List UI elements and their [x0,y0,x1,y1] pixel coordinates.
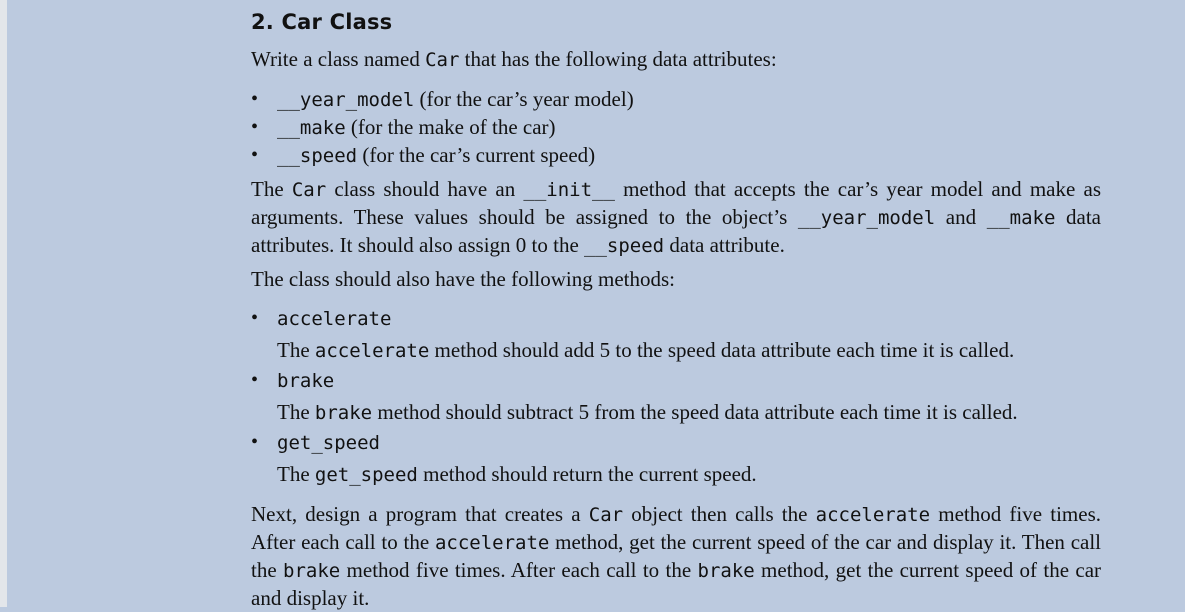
method-name: get_speed [277,432,380,454]
text-run: and [935,205,987,229]
code-run: Car [291,179,327,201]
bullet-icon: • [251,88,259,110]
attribute-code: __year_model [277,89,415,111]
code-run: __speed [584,235,665,257]
method-name: brake [277,370,335,392]
intro-text: Write a class named [251,47,426,71]
attribute-desc: (for the car’s year model) [414,87,634,111]
exercise-content [251,6,1101,612]
method-list [251,307,1101,489]
method-description [277,461,1101,489]
list-item [251,307,1101,365]
section-number: 2. [251,10,274,34]
text-run: method should subtract 5 from the speed data attribute each time it is called. [372,400,1018,424]
text-run: method five times. After each call to the [251,502,1101,554]
attribute-list [251,86,1101,170]
text-run: method that accepts the car’s year model and make as arguments. These values should be assigned to the object’s [251,177,1102,229]
final-paragraph [251,501,1101,612]
text-run: method should add 5 to the speed data attribute each time it is called. [429,338,1015,362]
method-description [277,337,1101,365]
code-run: Car [588,504,624,526]
init-paragraph [251,176,1101,260]
section-title-word2: Class [329,10,393,34]
intro-paragraph [251,46,1101,74]
text-run: method should return the current speed. [417,462,757,486]
code-run: __year_model [797,207,936,229]
left-margin-strip [0,0,7,607]
text-run: object then calls the [623,502,816,526]
list-item [251,114,1101,142]
code-run: accelerate [815,504,931,526]
code-run: accelerate [434,532,550,554]
bullet-icon: • [251,144,259,166]
bullet-icon: • [251,116,259,138]
list-item [251,369,1101,427]
intro-code: Car [425,49,460,71]
text-run: Next, design a program that creates a [251,502,589,526]
bullet-icon: • [251,369,259,391]
text-run: The [277,462,315,486]
section-title-word1: Car [281,10,323,34]
attribute-desc: (for the car’s current speed) [357,143,596,167]
text-run: method, get the current speed of the car and display it. [251,558,1102,610]
text-run: data attributes. It should also assign 0 to the [251,205,1101,257]
code-run: get_speed [314,464,418,486]
code-run: brake [283,560,341,582]
code-run: __make [986,207,1056,229]
list-item [251,86,1101,114]
list-item [251,142,1101,170]
text-run: The [277,338,315,362]
attribute-desc: (for the make of the car) [345,115,556,139]
method-description [277,399,1101,427]
text-run: method five times. After each call to the [340,558,698,582]
attribute-code: __make [277,117,346,139]
text-run: data attribute. [664,233,785,257]
methods-intro: The class should also have the following methods: [251,267,676,291]
bullet-icon: • [251,431,259,453]
text-run: The [277,400,315,424]
section-heading [251,10,1101,34]
code-run: __init__ [523,179,615,201]
code-run: accelerate [314,340,430,362]
text-run: method, get the current speed of the car and display it. Then call the [251,530,1102,582]
code-run: brake [697,560,755,582]
text-run: The [251,177,292,201]
intro-text-end: that has the following data attributes: [459,47,777,71]
list-item [251,431,1101,489]
bullet-icon: • [251,307,259,329]
code-run: brake [314,402,373,424]
text-run: class should have an [326,177,524,201]
method-name: accelerate [277,308,392,330]
attribute-code: __speed [277,145,358,167]
